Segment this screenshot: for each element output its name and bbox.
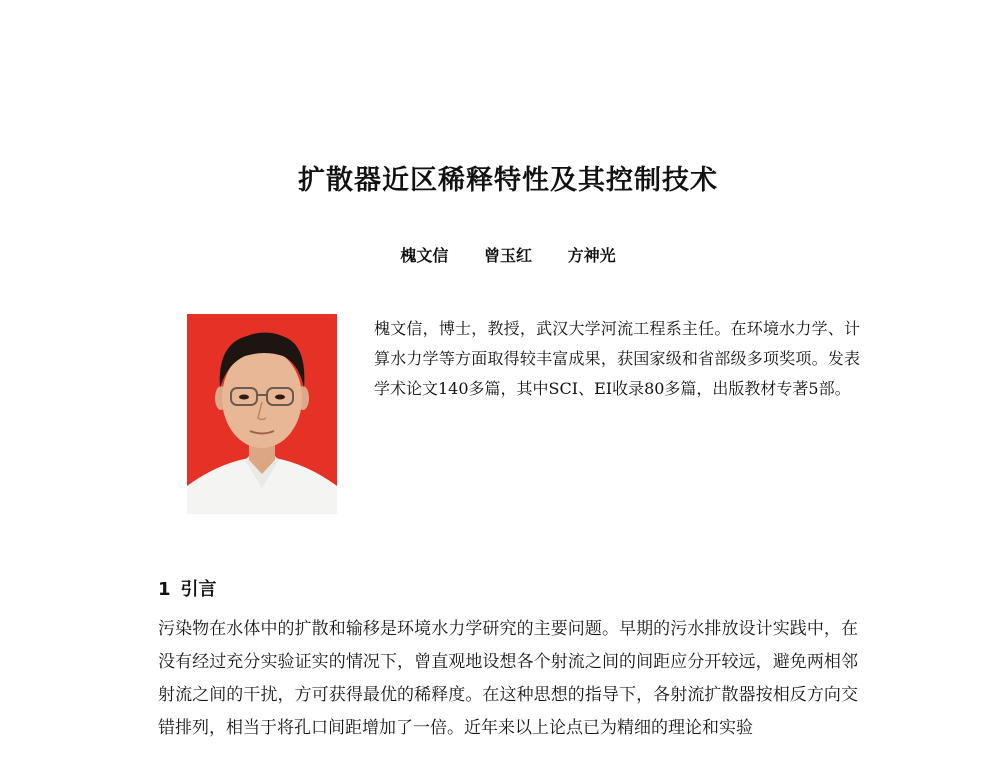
author-list (0, 243, 1000, 266)
author-bio: 槐文信，博士，教授，武汉大学河流工程系主任。在环境水力学、计算水力学等方面取得较丰富成果，获国家级和省部级多项奖项。发表学术论文140多篇，其中SCI、EI收录80多篇，出版教材专著5部。 (374, 319, 860, 398)
body-paragraph: 污染物在水体中的扩散和输移是环境水力学研究的主要问题。早期的污水排放设计实践中，在没有经过充分实验证实的情况下，曾直观地设想各个射流之间的间距应分开较远，避免两相邻射流之间的干扰，方可获得最优的稀释度。在这种思想的指导下，各射流扩散器按相反方向交错排列，相当于将孔口间距增加了一倍。近年来以上论点已为精细的理论和实验 (158, 619, 858, 738)
author-name: 槐文信 (400, 246, 449, 265)
section-title: 引言 (180, 579, 217, 600)
paper-title: 扩散器近区稀释特性及其控制技术 (298, 165, 718, 196)
author-photo (187, 314, 337, 514)
section-number: 1 (158, 579, 171, 600)
section-heading (158, 575, 217, 601)
author-name: 曾玉红 (483, 246, 532, 265)
author-name: 方神光 (567, 246, 616, 265)
